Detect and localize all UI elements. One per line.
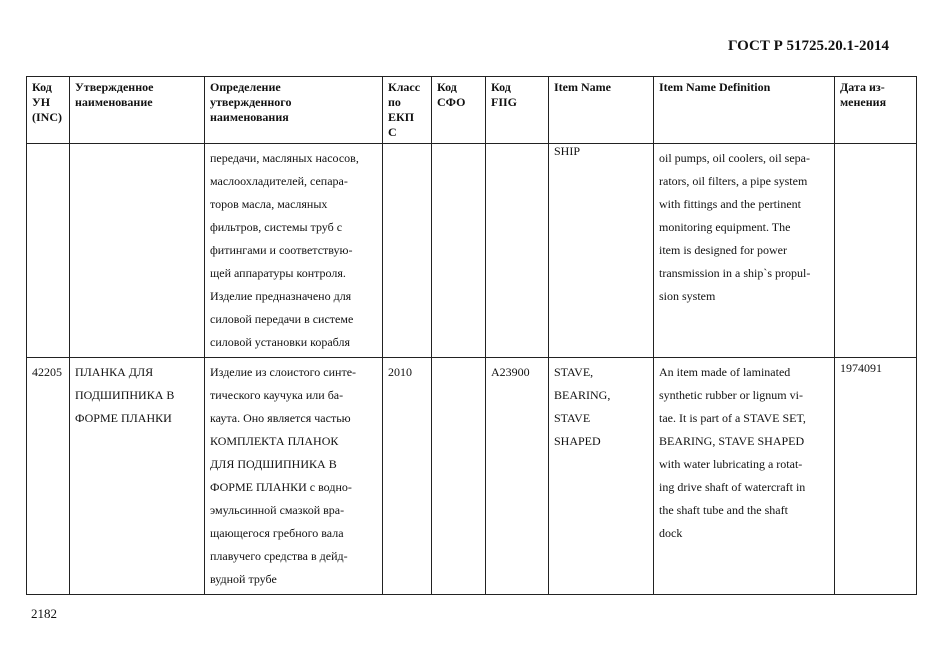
cell-inc: 42205	[27, 358, 70, 595]
cell-inc	[27, 144, 70, 358]
header-class: Класс по ЕКП С	[383, 77, 432, 144]
classification-table	[26, 76, 917, 595]
header-sfo: Код СФО	[432, 77, 486, 144]
cell-sfo	[432, 144, 486, 358]
document-standard-number: ГОСТ Р 51725.20.1-2014	[727, 38, 889, 54]
table-row	[27, 358, 917, 595]
header-definition: Определение утвержденного наименования	[205, 77, 383, 144]
cell-class	[383, 144, 432, 358]
cell-approved-name	[70, 144, 205, 358]
cell-change-date: 1974091	[835, 358, 917, 595]
table-row	[27, 144, 917, 358]
header-approved-name: Утвержденное наименование	[70, 77, 205, 144]
header-fiig: Код FIIG	[486, 77, 549, 144]
cell-approved-name: ПЛАНКА ДЛЯ ПОДШИПНИКА В ФОРМЕ ПЛАНКИ	[70, 358, 205, 595]
cell-fiig	[486, 144, 549, 358]
cell-item-definition: oil pumps, oil coolers, oil sepa- rators, oil filters, a pipe system with fittings and the pertinent monitoring equipment. The item is designed for power transmission in a ship`s propul- sion system	[654, 144, 835, 358]
cell-item-name: SHIP	[549, 144, 654, 358]
cell-class: 2010	[383, 358, 432, 595]
header-item-name: Item Name	[549, 77, 654, 144]
cell-definition: передачи, масляных насосов, маслоохладителей, сепара- торов масла, масляных фильтров, системы труб с фитингами и соответствую- щей аппаратуры контроля. Изделие предназначено для силовой передачи в системе силовой установки корабля	[205, 144, 383, 358]
page-number: 2182	[31, 606, 57, 621]
table-header-row	[27, 77, 917, 144]
header-item-definition: Item Name Definition	[654, 77, 835, 144]
header-change-date: Дата из- менения	[835, 77, 917, 144]
header-inc: Код УН (INC)	[27, 77, 70, 144]
cell-sfo	[432, 358, 486, 595]
cell-change-date	[835, 144, 917, 358]
cell-item-definition: An item made of laminated synthetic rubber or lignum vi- tae. It is part of a STAVE SET, BEARING, STAVE SHAPED with water lubricating a rotat- ing drive shaft of watercraft in the shaft tube and the shaft dock	[654, 358, 835, 595]
cell-item-name: STAVE, BEARING, STAVE SHAPED	[549, 358, 654, 595]
cell-fiig: A23900	[486, 358, 549, 595]
cell-definition: Изделие из слоистого синте- тического каучука или ба- каута. Оно является частью КОМПЛЕКТА ПЛАНОК ДЛЯ ПОДШИПНИКА В ФОРМЕ ПЛАНКИ с водно- эмульсинной смазкой вра- щающегося гребного вала плавучего средства в дейд- вудной трубе	[205, 358, 383, 595]
